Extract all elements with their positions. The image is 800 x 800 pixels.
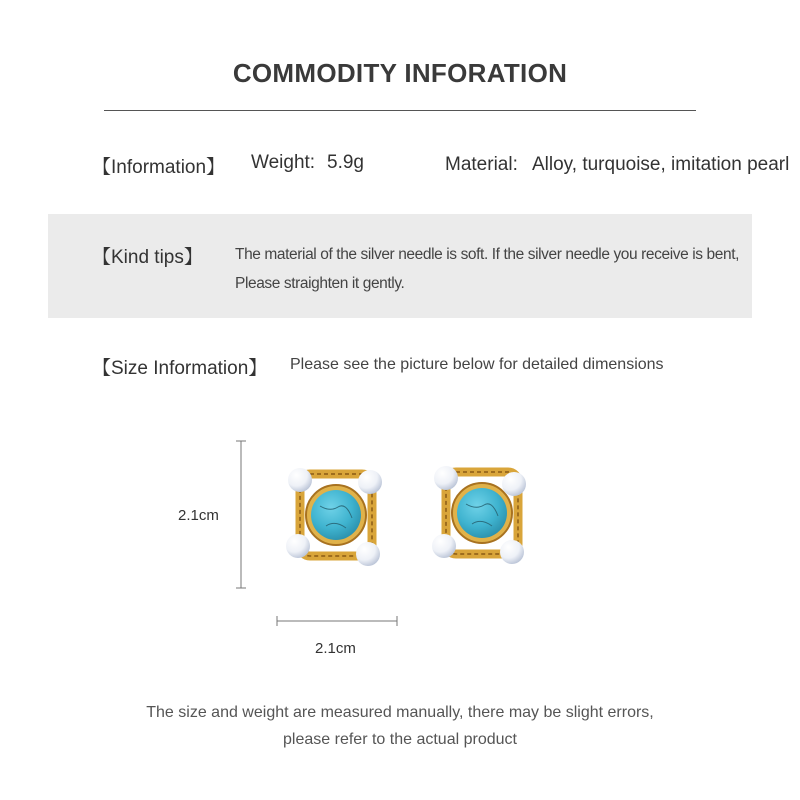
footer-note-line-2: please refer to the actual product (283, 731, 517, 748)
earring-left-image (280, 460, 390, 570)
material-label: Material: (445, 154, 518, 175)
height-dimension-label: 2.1cm (178, 507, 219, 524)
kind-tips-line-2: Please straighten it gently. (235, 275, 405, 292)
size-information-note: Please see the picture below for detailed dimensions (290, 356, 664, 373)
information-label: 【Information】 (92, 157, 226, 178)
weight-value: 5.9g (327, 152, 364, 173)
page-title: COMMODITY INFORATION (232, 58, 568, 88)
width-dimension-label: 2.1cm (315, 640, 356, 657)
material-value: Alloy, turquoise, imitation pearl (532, 154, 790, 175)
kind-tips-label: 【Kind tips】 (92, 247, 203, 268)
footer-note-line-1: The size and weight are measured manually, there may be slight errors, (146, 704, 654, 721)
kind-tips-line-1: The material of the silver needle is soft. If the silver needle you receive is bent, (235, 246, 740, 263)
size-information-label: 【Size Information】 (92, 358, 268, 379)
weight-label: Weight: (251, 152, 316, 173)
earring-right-image (428, 460, 538, 570)
